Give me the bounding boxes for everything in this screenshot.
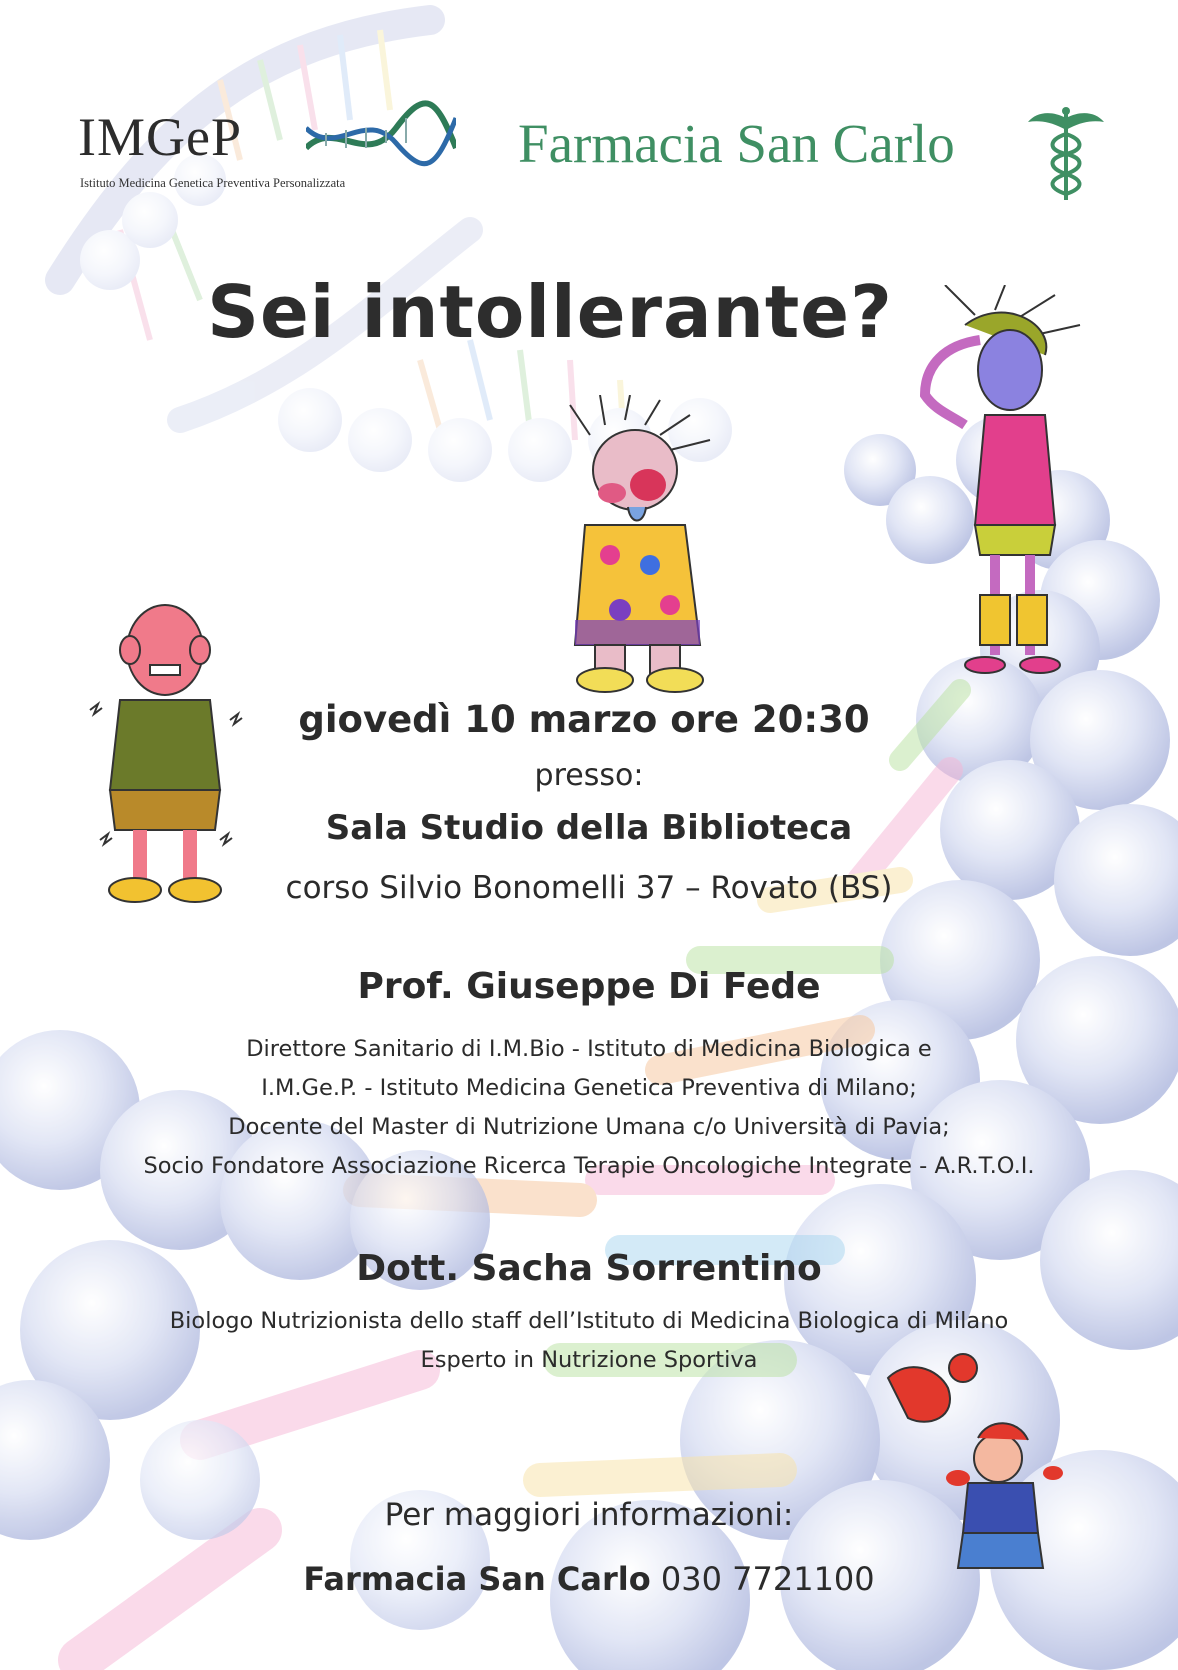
page-title: Sei intollerante? <box>207 270 893 354</box>
speaker-name: Prof. Giuseppe Di Fede <box>357 966 821 1007</box>
event-presso-label: presso: <box>534 758 644 793</box>
cartoon-girl-illustration <box>560 395 730 695</box>
speaker-bio <box>0 1030 1178 1186</box>
imgep-subtitle: Istituto Medicina Genetica Preventiva Personalizzata <box>80 176 346 190</box>
caduceus-icon <box>1026 104 1106 204</box>
cartoon-boy-and-cat-illustration <box>868 1348 1098 1578</box>
imgep-logo <box>78 88 448 198</box>
farmacia-logo-text: Farmacia San Carlo <box>518 113 955 174</box>
contact-name: Farmacia San Carlo <box>303 1560 651 1598</box>
speaker-bio-line: Direttore Sanitario di I.M.Bio - Istituto di Medicina Biologica e <box>246 1036 932 1062</box>
cartoon-woman-illustration <box>905 285 1095 705</box>
dna-helix-icon <box>306 88 456 168</box>
imgep-logo-text: IMGeP <box>78 107 242 167</box>
speaker-bio-line: Socio Fondatore Associazione Ricerca Terapie Oncologiche Integrate - A.R.T.O.I. <box>143 1153 1035 1179</box>
contact-phone: 030 7721100 <box>660 1560 875 1598</box>
event-venue: Sala Studio della Biblioteca <box>325 808 853 848</box>
speaker-bio-line: Esperto in Nutrizione Sportiva <box>420 1347 758 1373</box>
farmacia-logo <box>518 112 1118 212</box>
info-label: Per maggiori informazioni: <box>384 1497 794 1533</box>
speaker-bio-line: I.M.Ge.P. - Istituto Medicina Genetica Preventiva di Milano; <box>261 1075 917 1101</box>
speaker-bio-line: Biologo Nutrizionista dello staff dell’Istituto di Medicina Biologica di Milano <box>169 1308 1009 1334</box>
event-address: corso Silvio Bonomelli 37 – Rovato (BS) <box>285 870 893 906</box>
event-date: giovedì 10 marzo ore 20:30 <box>298 698 870 741</box>
cartoon-man-illustration <box>70 590 250 910</box>
speaker-name: Dott. Sacha Sorrentino <box>356 1248 822 1289</box>
speaker-bio-line: Docente del Master di Nutrizione Umana c/o Università di Pavia; <box>228 1114 950 1140</box>
